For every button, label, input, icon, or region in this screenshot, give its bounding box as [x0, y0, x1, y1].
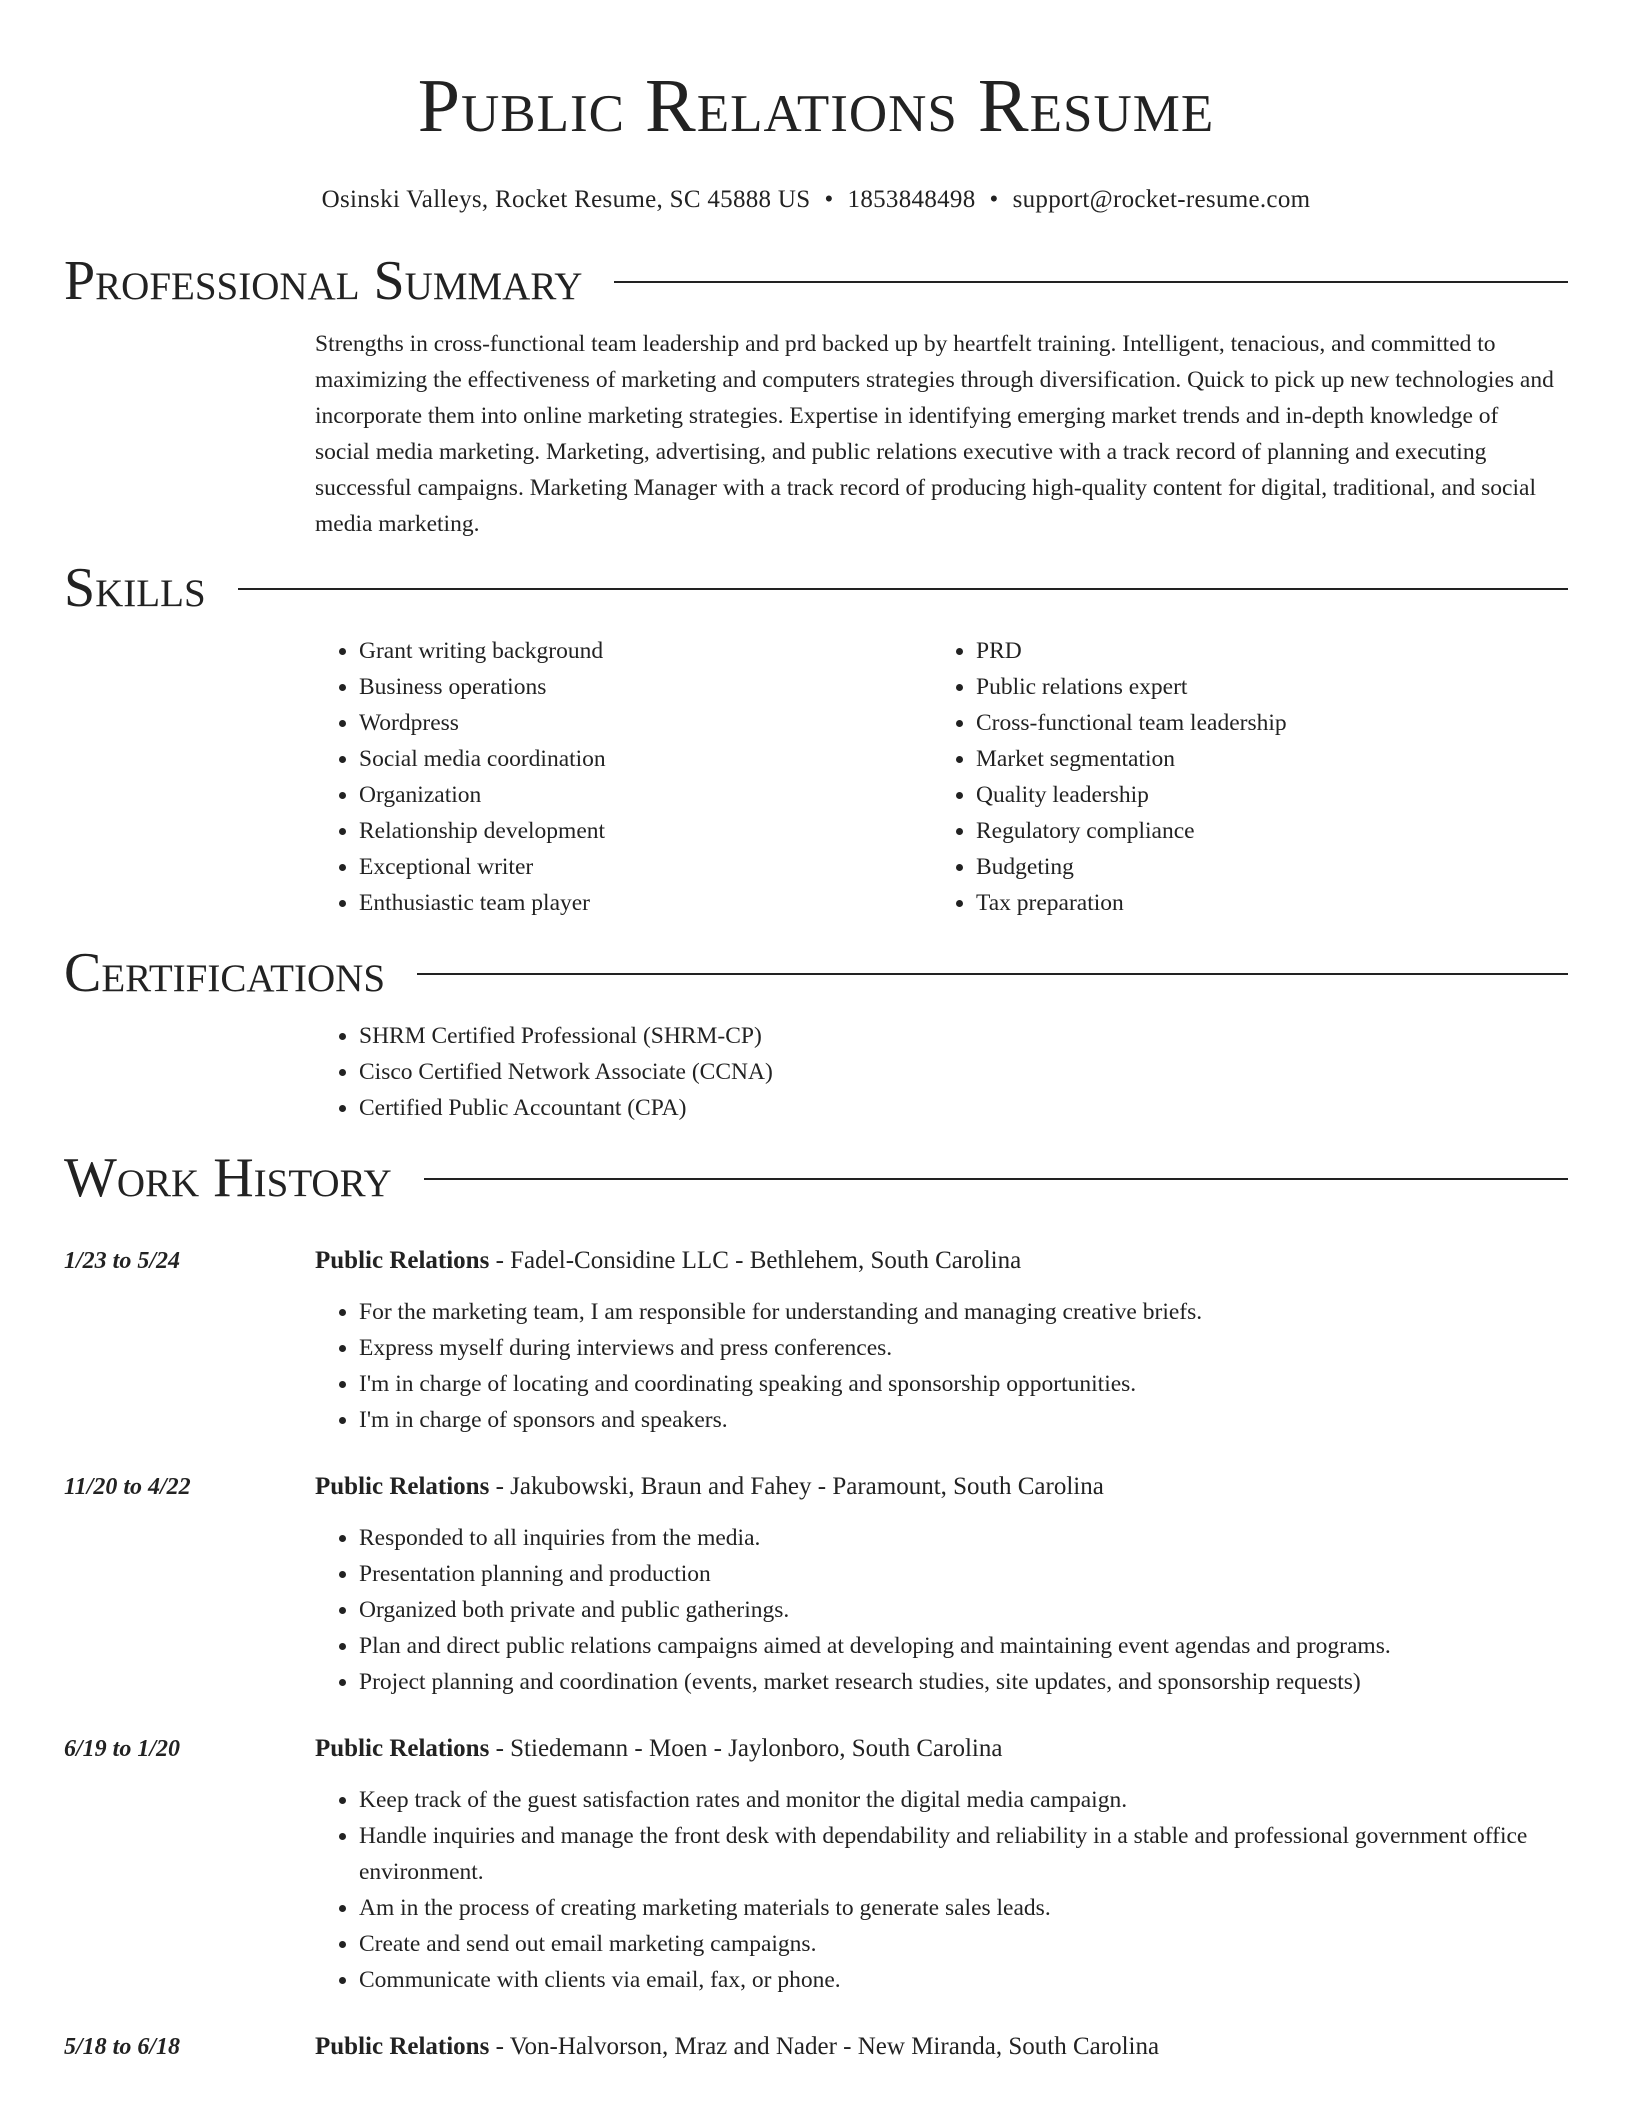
job-dates: 6/19 to 1/20	[64, 1736, 181, 1762]
job-header	[64, 2029, 1568, 2065]
list-item: • Wordpress	[359, 705, 932, 741]
job-header	[64, 1469, 1568, 1505]
list-item: • For the marketing team, I am responsible for understanding and managing creative briefs.	[359, 1294, 1568, 1330]
contact-line	[64, 184, 1568, 216]
section-divider	[424, 1178, 1568, 1180]
skills-section-header	[64, 554, 1568, 622]
job-dates: 5/18 to 6/18	[64, 2034, 181, 2060]
skills-list-right	[932, 633, 1549, 921]
summary-body	[315, 326, 1568, 542]
job-title	[315, 2029, 1159, 2065]
list-item: • PRD	[976, 633, 1549, 669]
list-item: • Plan and direct public relations campaigns aimed at developing and maintaining event agendas and programs.	[359, 1628, 1568, 1664]
list-item: • Cisco Certified Network Associate (CCNA)	[359, 1054, 1568, 1090]
contact-separator: •	[824, 186, 834, 213]
job-title	[315, 1469, 1104, 1505]
list-item: • Market segmentation	[976, 741, 1549, 777]
job-duties-list	[315, 1782, 1568, 1998]
summary-heading: Professional Summary	[64, 250, 583, 312]
job-role: Public Relations	[315, 1735, 490, 1762]
job-entry	[64, 1731, 1568, 1998]
list-item: • I'm in charge of locating and coordinating speaking and sponsorship opportunities.	[359, 1366, 1568, 1402]
job-title	[315, 1243, 1021, 1279]
job-entry	[64, 2029, 1568, 2065]
list-item: • Exceptional writer	[359, 849, 932, 885]
certifications-heading: Certifications	[64, 942, 386, 1004]
summary-text: Strengths in cross-functional team leadership and prd backed up by heartfelt training. Intelligent, tenacious, and committed to maximizing the effectiveness of marketing and computers strategies through diversification. Quick to pick up new technologies and incorporate them into online marketing strategies. Expertise in identifying emerging market trends and in-depth knowledge of social media marketing. Marketing, advertising, and public relations executive with a track record of planning and executing successful campaigns. Marketing Manager with a track record of producing high-quality content for digital, traditional, and social media marketing.	[315, 331, 1554, 537]
job-header	[64, 1731, 1568, 1767]
job-dates: 11/20 to 4/22	[64, 1474, 191, 1500]
list-item: • Regulatory compliance	[976, 813, 1549, 849]
list-item: • Budgeting	[976, 849, 1549, 885]
list-item: • Responded to all inquiries from the media.	[359, 1520, 1568, 1556]
list-item: • Am in the process of creating marketing materials to generate sales leads.	[359, 1890, 1568, 1926]
resume-title: Public Relations Resume	[417, 64, 1215, 148]
skills-columns	[315, 633, 1568, 921]
contact-separator: •	[989, 186, 999, 213]
job-duties	[315, 1782, 1568, 1998]
list-item: • Organization	[359, 777, 932, 813]
list-item: • Certified Public Accountant (CPA)	[359, 1090, 1568, 1126]
job-role: Public Relations	[315, 1247, 490, 1274]
job-role: Public Relations	[315, 1473, 490, 1500]
certifications-section-header	[64, 939, 1568, 1007]
work-history-list	[64, 1243, 1568, 2065]
list-item: • Communicate with clients via email, fax, or phone.	[359, 1962, 1568, 1998]
section-divider	[417, 973, 1568, 975]
summary-section-header	[64, 247, 1568, 315]
certifications-body	[315, 1018, 1568, 1126]
job-employer: - Stiedemann - Moen - Jaylonboro, South Carolina	[489, 1735, 1003, 1762]
work-heading: Work History	[64, 1147, 392, 1209]
section-divider	[614, 281, 1568, 283]
list-item: • Presentation planning and production	[359, 1556, 1568, 1592]
contact-address: Osinski Valleys, Rocket Resume, SC 45888 US	[321, 186, 811, 213]
list-item: • Create and send out email marketing campaigns.	[359, 1926, 1568, 1962]
resume-page	[64, 0, 1568, 2065]
job-duties	[315, 1294, 1568, 1438]
list-item: • Grant writing background	[359, 633, 932, 669]
list-item: • Project planning and coordination (events, market research studies, site updates, and sponsorship requests)	[359, 1664, 1568, 1700]
list-item: • Enthusiastic team player	[359, 885, 932, 921]
job-employer: - Jakubowski, Braun and Fahey - Paramount, South Carolina	[489, 1473, 1104, 1500]
list-item: • Social media coordination	[359, 741, 932, 777]
list-item: • Cross-functional team leadership	[976, 705, 1549, 741]
contact-email[interactable]: support@rocket-resume.com	[1012, 186, 1311, 213]
list-item: • Business operations	[359, 669, 932, 705]
job-dates: 1/23 to 5/24	[64, 1248, 181, 1274]
certifications-list	[315, 1018, 1568, 1126]
work-section-header	[64, 1144, 1568, 1212]
job-role: Public Relations	[315, 2033, 490, 2060]
section-divider	[238, 588, 1568, 590]
job-title	[315, 1731, 1002, 1767]
list-item: • Tax preparation	[976, 885, 1549, 921]
contact-phone: 1853848498	[847, 186, 976, 213]
skills-list-left	[315, 633, 932, 921]
job-duties-list	[315, 1520, 1568, 1700]
list-item: • Public relations expert	[976, 669, 1549, 705]
job-entry	[64, 1243, 1568, 1438]
job-duties-list	[315, 1294, 1568, 1438]
list-item: • Express myself during interviews and press conferences.	[359, 1330, 1568, 1366]
job-header	[64, 1243, 1568, 1279]
job-employer: - Von-Halvorson, Mraz and Nader - New Miranda, South Carolina	[489, 2033, 1160, 2060]
list-item: • Keep track of the guest satisfaction rates and monitor the digital media campaign.	[359, 1782, 1568, 1818]
list-item: • SHRM Certified Professional (SHRM-CP)	[359, 1018, 1568, 1054]
list-item: • Relationship development	[359, 813, 932, 849]
job-duties	[315, 1520, 1568, 1700]
job-employer: - Fadel-Considine LLC - Bethlehem, South Carolina	[489, 1247, 1022, 1274]
list-item: • Handle inquiries and manage the front desk with dependability and reliability in a stable and professional government office environment.	[359, 1818, 1568, 1890]
list-item: • I'm in charge of sponsors and speakers.	[359, 1402, 1568, 1438]
job-entry	[64, 1469, 1568, 1700]
skills-heading: Skills	[64, 557, 206, 619]
list-item: • Organized both private and public gatherings.	[359, 1592, 1568, 1628]
list-item: • Quality leadership	[976, 777, 1549, 813]
